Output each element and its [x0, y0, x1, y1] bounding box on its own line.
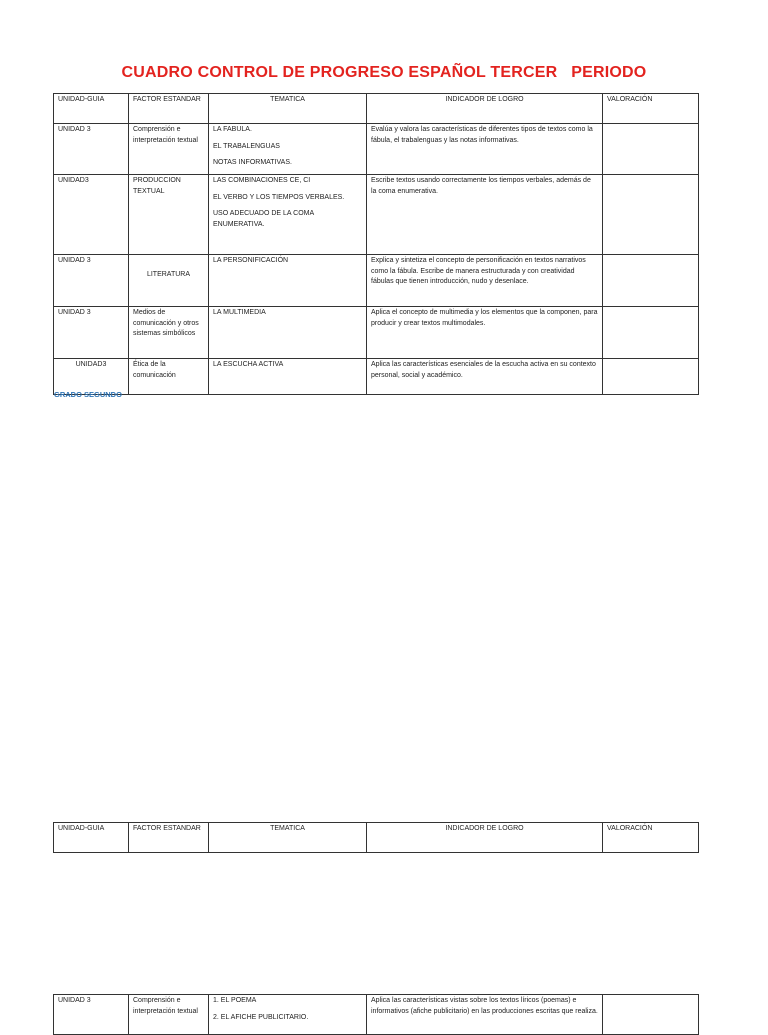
cell-valoracion — [603, 307, 699, 359]
tematica-item: 2. EL AFICHE PUBLICITARIO. — [213, 1013, 309, 1021]
cell-unidad: UNIDAD 3 — [54, 255, 129, 307]
header-unidad-guia: UNIDAD-GUIA — [54, 94, 129, 124]
cell-tematica — [209, 995, 367, 1035]
cell-unidad: UNIDAD3 — [54, 175, 129, 255]
tematica-item: LA MULTIMEDIA — [213, 309, 266, 316]
table-row — [54, 307, 699, 359]
table-header-row — [54, 823, 699, 853]
page-title: CUADRO CONTROL DE PROGRESO ESPAÑOL TERCER PERIODO — [121, 64, 647, 81]
header-tematica: TEMATICA — [209, 823, 367, 853]
table-row — [54, 995, 699, 1035]
tematica-item: LA FABULA. — [213, 126, 252, 133]
header-indicador-de-logro: INDICADOR DE LOGRO — [367, 823, 603, 853]
cell-tematica — [209, 255, 367, 307]
table-header-row — [54, 94, 699, 124]
header-valoracion: VALORACIÓN — [603, 823, 699, 853]
tematica-item: LAS COMBINACIONES CE, CI — [213, 177, 311, 184]
cell-tematica — [209, 359, 367, 395]
cell-tematica — [209, 175, 367, 255]
table-row — [54, 359, 699, 395]
cell-valoracion — [603, 124, 699, 175]
cell-factor: PRODUCCION TEXTUAL — [129, 175, 209, 255]
tematica-item: USO ADECUADO DE LA COMA ENUMERATIVA. — [213, 210, 314, 228]
table-row — [54, 255, 699, 307]
cell-tematica — [209, 124, 367, 175]
cell-indicador: Aplica el concepto de multimedia y los elementos que la componen, para producir y crear textos multimodales. — [367, 307, 603, 359]
cell-unidad: UNIDAD 3 — [54, 124, 129, 175]
cell-unidad: UNIDAD3 — [54, 359, 129, 395]
tematica-item: LA ESCUCHA ACTIVA — [213, 361, 284, 368]
tematica-item: EL VERBO Y LOS TIEMPOS VERBALES. — [213, 193, 345, 201]
header-valoracion: VALORACIÓN — [603, 94, 699, 124]
cell-indicador: Aplica las características esenciales de la escucha activa en su contexto personal, social y académico. — [367, 359, 603, 395]
header-factor-estandar: FACTOR ESTANDAR — [129, 94, 209, 124]
header-indicador-de-logro: INDICADOR DE LOGRO — [367, 94, 603, 124]
cell-tematica — [209, 307, 367, 359]
cell-factor: LITERATURA — [129, 255, 209, 307]
cell-indicador: Escribe textos usando correctamente los tiempos verbales, además de la coma enumerativa. — [367, 175, 603, 255]
tematica-item: EL TRABALENGUAS — [213, 142, 280, 150]
header-unidad-guia: UNIDAD-GUIA — [54, 823, 129, 853]
progress-table-third-grade — [53, 93, 699, 395]
tematica-item: LA PERSONIFICACIÓN — [213, 257, 289, 264]
cell-unidad: UNIDAD 3 — [54, 995, 129, 1035]
cell-factor: Ética de la comunicación — [129, 359, 209, 395]
grade-heading: GRADO SEGUNDO — [54, 390, 122, 399]
cell-indicador: Evalúa y valora las características de diferentes tipos de textos como la fábula, el trabalenguas y las notas informativas. — [367, 124, 603, 175]
progress-table-second-grade-header — [53, 822, 699, 853]
cell-valoracion — [603, 995, 699, 1035]
cell-indicador: Aplica las características vistas sobre los textos líricos (poemas) e informativos (afiche publicitario) en las producciones escritas que realiza. — [367, 995, 603, 1035]
cell-factor: Comprensión e interpretación textual — [129, 995, 209, 1035]
cell-valoracion — [603, 175, 699, 255]
tematica-item: NOTAS INFORMATIVAS. — [213, 159, 292, 166]
cell-valoracion — [603, 359, 699, 395]
cell-unidad: UNIDAD 3 — [54, 307, 129, 359]
header-factor-estandar: FACTOR ESTANDAR — [129, 823, 209, 853]
tematica-item: 1. EL POEMA — [213, 997, 257, 1004]
progress-table-second-grade-body — [53, 994, 699, 1035]
table-row — [54, 175, 699, 255]
cell-factor: Medios de comunicación y otros sistemas simbólicos — [129, 307, 209, 359]
cell-factor: Comprensión e interpretación textual — [129, 124, 209, 175]
table-row — [54, 124, 699, 175]
header-tematica: TEMATICA — [209, 94, 367, 124]
cell-indicador: Explica y sintetiza el concepto de personificación en textos narrativos como la fábula. Escribe de manera estructurada y con creatividad fábulas que tienen introducción, nudo y desenlace. — [367, 255, 603, 307]
cell-valoracion — [603, 255, 699, 307]
